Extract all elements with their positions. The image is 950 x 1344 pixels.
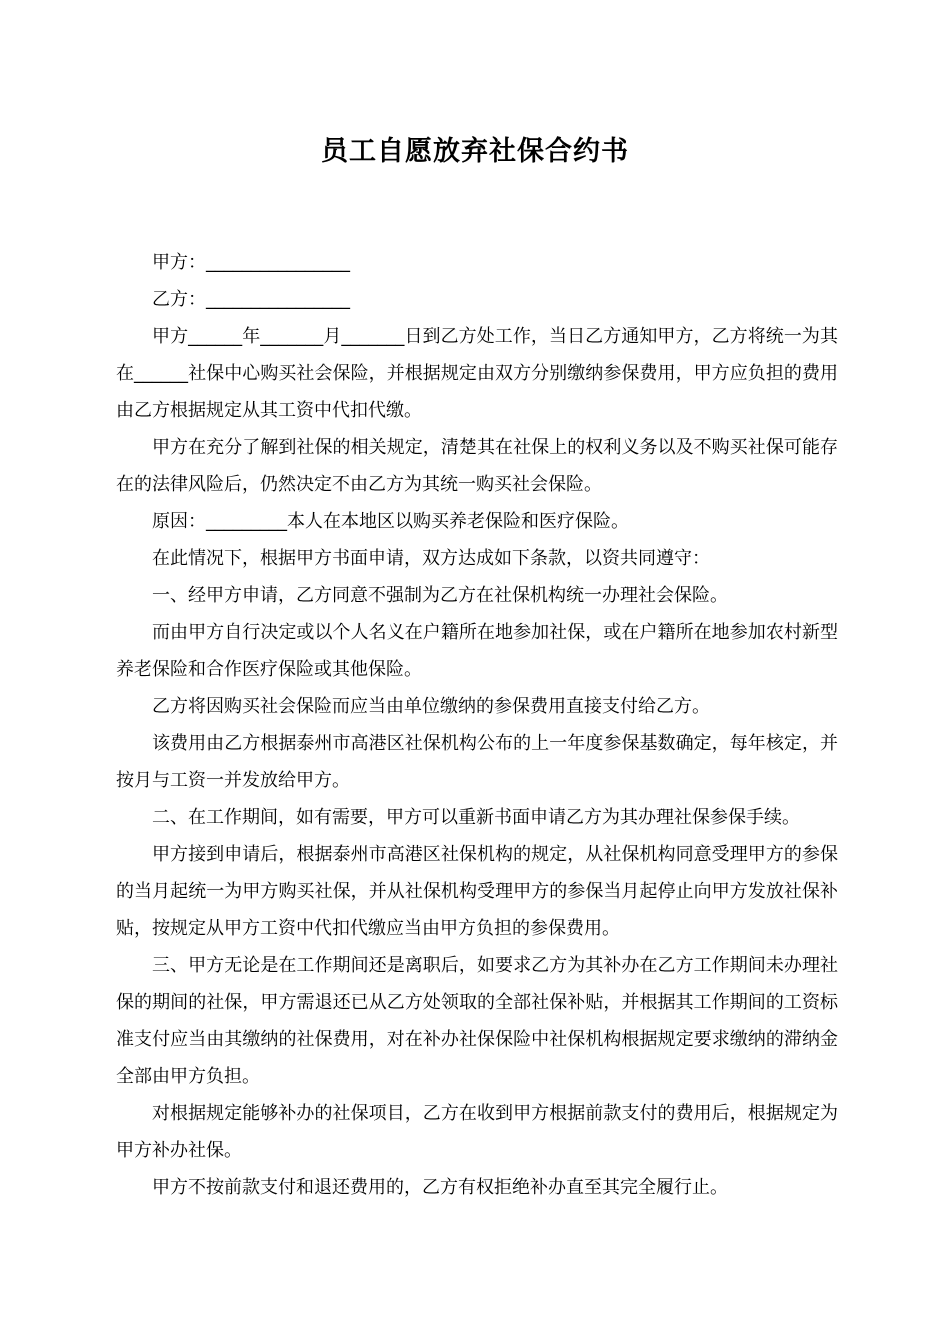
clause-1: 一、经甲方申请，乙方同意不强制为乙方在社保机构统一办理社会保险。 (152, 585, 728, 606)
party-a-line: 甲方：________________ (152, 252, 350, 273)
clause-2-detail: 甲方接到申请后，根据泰州市高港区社保机构的规定，从社保机构同意受理甲方的参保的当月起统一为甲方购买社保，并从社保机构受理甲方的参保当月起停止向甲方发放社保补贴，按规定从甲方工资中代扣代缴应当由甲方负担的参保费用。 (116, 844, 838, 939)
document-title: 员工自愿放弃社保合约书 (321, 136, 629, 167)
party-b-line: 乙方：________________ (152, 289, 350, 310)
clause-3-detail-b: 甲方不按前款支付和退还费用的，乙方有权拒绝补办直至其完全履行止。 (152, 1177, 728, 1198)
clause-2: 二、在工作期间，如有需要，甲方可以重新书面申请乙方为其办理社保参保手续。 (152, 807, 800, 828)
acknowledgement-paragraph: 甲方在充分了解到社保的相关规定，清楚其在社保上的权利义务以及不购买社保可能存在的法律风险后，仍然决定不由乙方为其统一购买社会保险。 (116, 437, 838, 495)
clause-1-detail-c: 该费用由乙方根据泰州市高港区社保机构公布的上一年度参保基数确定，每年核定，并按月与工资一并发放给甲方。 (116, 733, 838, 791)
agreement-preamble: 在此情况下，根据甲方书面申请，双方达成如下条款，以资共同遵守： (152, 548, 710, 569)
clause-3-detail-a: 对根据规定能够补办的社保项目，乙方在收到甲方根据前款支付的费用后，根据规定为甲方补办社保。 (116, 1103, 838, 1161)
clause-1-detail-b: 乙方将因购买社会保险而应当由单位缴纳的参保费用直接支付给乙方。 (152, 696, 710, 717)
clause-1-detail-a: 而由甲方自行决定或以个人名义在户籍所在地参加社保，或在户籍所在地参加农村新型养老保险和合作医疗保险或其他保险。 (116, 622, 838, 680)
reason-line: 原因：_________本人在本地区以购买养老保险和医疗保险。 (152, 511, 629, 532)
intro-paragraph: 甲方______年_______月_______日到乙方处工作，当日乙方通知甲方，乙方将统一为其在______社保中心购买社会保险，并根据规定由双方分别缴纳参保费用，甲方应负担的费用由乙方根据规定从其工资中代扣代缴。 (116, 326, 838, 421)
document-body (116, 244, 838, 1206)
clause-3: 三、甲方无论是在工作期间还是离职后，如要求乙方为其补办在乙方工作期间未办理社保的期间的社保，甲方需退还已从乙方处领取的全部社保补贴，并根据其工作期间的工资标准支付应当由其缴纳的社保费用，对在补办社保保险中社保机构根据规定要求缴纳的滞纳金全部由甲方负担。 (116, 955, 838, 1087)
